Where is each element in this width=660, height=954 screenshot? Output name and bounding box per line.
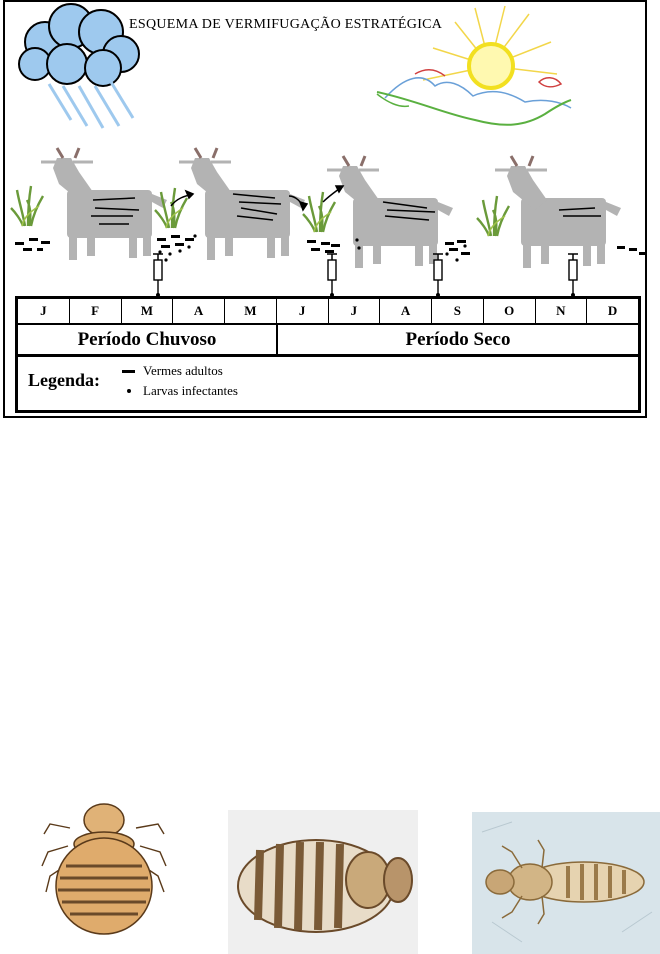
legend-item-larvae [122,383,238,399]
diagram-title: ESQUEMA DE VERMIFUGAÇÃO ESTRATÉGICA [129,17,443,32]
month-cell: D [607,303,618,318]
timeline-table [15,296,641,413]
month-cell: J [18,299,70,323]
legend-item-label: Larvas infectantes [143,383,238,398]
dash-icon [122,370,135,373]
month-cell: N [536,299,588,323]
legend-item-adult-worms [122,363,223,379]
rain-cloud-icon [19,4,139,128]
month-cell: J [329,299,381,323]
month-cell: M [225,299,277,323]
month-cell: A [173,299,225,323]
months-row [18,299,638,325]
legend-item-label: Vermes adultos [143,363,223,378]
month-cell: S [432,299,484,323]
louse-photo-2 [472,812,660,954]
month-cell: A [380,299,432,323]
month-cell: J [277,299,329,323]
dot-icon [127,389,131,393]
louse-illustration [40,794,180,944]
strategic-deworming-diagram [3,0,647,418]
dry-period-label: Período Seco [405,328,511,350]
month-cell: F [70,299,122,323]
periods-row [18,325,638,357]
legend-title: Legenda: [28,370,100,390]
rainy-period-label: Período Chuvoso [18,325,278,354]
syringe-icon [153,254,578,297]
month-cell: M [122,299,174,323]
louse-photo-1 [228,810,418,954]
month-cell: O [484,299,536,323]
